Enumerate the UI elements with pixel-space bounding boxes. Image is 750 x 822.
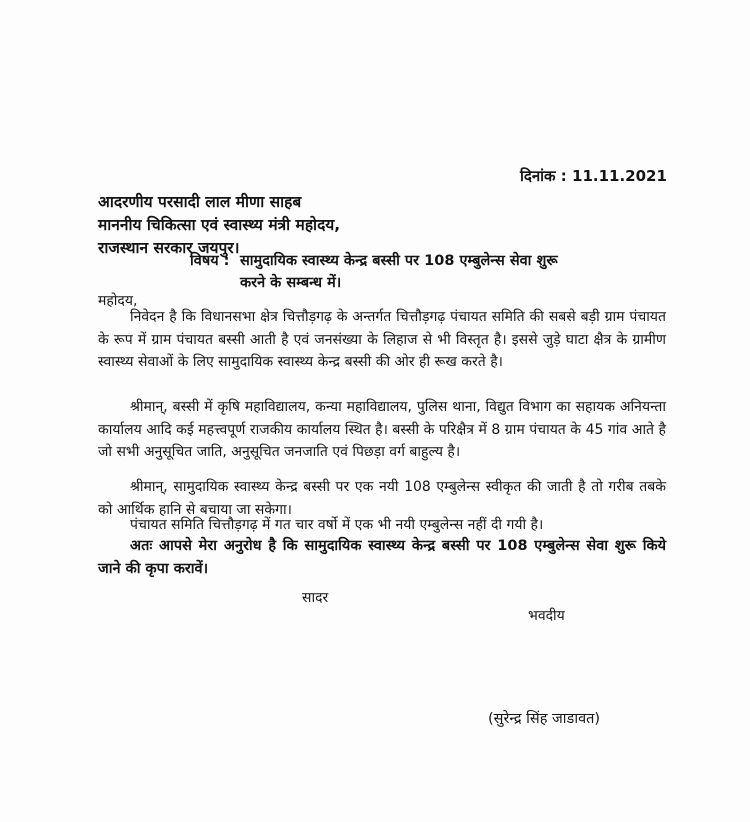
closing-sadar: सादर — [302, 590, 329, 606]
subject-line-1: सामुदायिक स्वास्थ्य केन्द्र बस्सी पर 108 एम्बुलेन्स सेवा शुरू — [240, 253, 558, 269]
body-paragraph-2: श्रीमान्, बस्सी में कृषि महाविद्यालय, कन्या महाविद्यालय, पुलिस थाना, विद्युत विभाग का सहायक अनियन्ता कार्यालय आदि कई महत्त्वपूर्ण राजकीय कार्यालय स्थित है। बस्सी के परिक्षैत्र में 8 ग्राम पंचायत के 45 गांव आते है जो सभी अनुसूचित जाति, अनुसूचित जनजाति एवं पिछड़ा वर्ग बाहुल्य है। — [98, 399, 666, 460]
closing-bhavdiya: भवदीय — [528, 608, 565, 624]
recipient-name: आदरणीय परसादी लाल मीणा साहब — [98, 193, 302, 211]
subject-label: विषय : — [190, 253, 230, 269]
body-paragraph-4: पंचायत समिति चित्तौड़गढ़ में गत चार वर्षो में एक भी नयी एम्बुलेन्स नहीं दी गयी है। — [130, 517, 544, 533]
subject-line-2: करने के सम्बन्ध में। — [240, 275, 342, 291]
body-paragraph-1: निवेदन है कि विधानसभा क्षेत्र चित्तौड़गढ़ के अन्तर्गत चित्तौड़गढ़ पंचायत समिति की सबसे बड़ी ग्राम पंचायत के रूप में ग्राम पंचायत बस्सी आती है एवं जनसंख्या के लिहाज से भी विस्तृत है। इससे जुड़े घाटा क्षैत्र के ग्रामीण स्वास्थ्य सेवाओं के लिए सामुदायिक स्वास्थ्य केन्द्र बस्सी की ओर ही रूख करते है। — [98, 309, 666, 370]
recipient-office: राजस्थान सरकार जयपुर। — [98, 239, 240, 257]
body-paragraph-3: श्रीमान्, सामुदायिक स्वास्थ्य केन्द्र बस्सी पर एक नयी 108 एम्बुलेन्स स्वीकृत की जाती है तो गरीब तबके को आर्थिक हानि से बचाया जा सकेगा। — [98, 479, 666, 518]
signatory-name: (सुरेन्द्र सिंह जाडावत) — [488, 711, 601, 727]
letter-date: दिनांक : 11.11.2021 — [520, 167, 667, 185]
recipient-designation: माननीय चिकित्सा एवं स्वास्थ्य मंत्री महोदय, — [98, 216, 341, 234]
request-paragraph: अतः आपसे मेरा अनुरोध है कि सामुदायिक स्वास्थ्य केन्द्र बस्सी पर 108 एम्बुलेन्स सेवा शुरू किये जाने की कृपा करावें। — [98, 538, 666, 577]
salutation: महोदय, — [98, 293, 138, 309]
subject-block — [190, 250, 558, 294]
